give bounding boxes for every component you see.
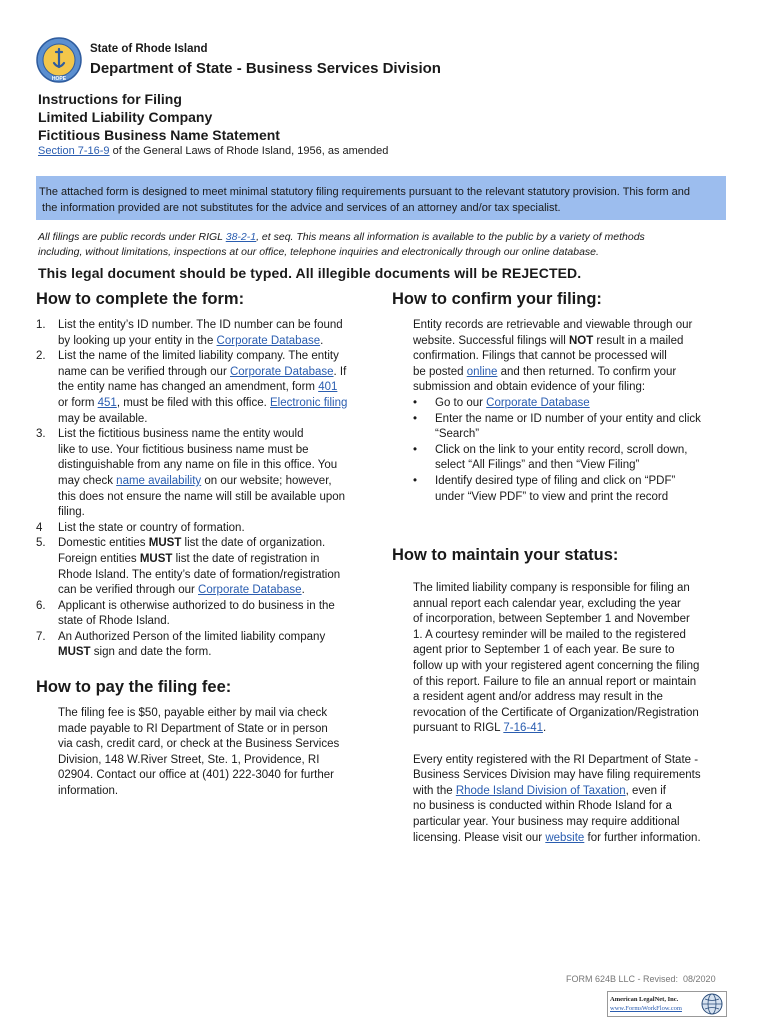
pay-fee-heading: How to pay the filing fee: — [36, 678, 232, 696]
step-text: name can be verified through our — [58, 365, 230, 378]
maintain-text: pursuant to RIGL — [413, 722, 504, 735]
statute-reference — [38, 145, 388, 157]
maintain-status-body — [413, 581, 733, 846]
corporate-database-link[interactable]: Corporate Database — [198, 584, 302, 597]
corporate-database-link[interactable]: Corporate Database — [229, 365, 334, 378]
step-text: state of Rhode Island. — [58, 615, 170, 628]
globe-icon — [701, 993, 723, 1015]
must-emphasis: MUST — [148, 537, 182, 550]
division-of-taxation-link[interactable]: Rhode Island Division of Taxation — [455, 784, 626, 797]
pay-text: via cash, credit card, or check at the Business Services — [58, 738, 340, 751]
disclaimer-box — [36, 176, 726, 220]
form-451-link[interactable]: 451 — [97, 396, 117, 409]
step-text: on our website; however, — [201, 474, 332, 487]
step-text: Foreign entities — [58, 552, 140, 565]
records-text: including, without limitations, inspections at our office, telephone inquiries and electronically through our online database. — [38, 245, 599, 258]
confirm-text: Entity records are retrievable and viewable through our — [413, 319, 693, 331]
pay-fee-body — [58, 706, 368, 800]
confirm-filing-heading: How to confirm your filing: — [392, 290, 602, 308]
step-text: Applicant is otherwise authorized to do business in the — [58, 599, 335, 612]
confirm-text: “Search” — [435, 428, 480, 441]
step-text: may check — [58, 474, 117, 487]
maintain-text: annual report each calendar year, excluding the year — [413, 597, 681, 610]
step-number: 3. — [36, 428, 46, 441]
list-item — [413, 443, 733, 474]
confirm-text: confirmation. Filings that cannot be processed will — [413, 350, 667, 363]
maintain-text: 1. A courtesy reminder will be mailed to the registered — [413, 628, 686, 641]
maintain-text: Every entity registered with the RI Department of State - — [413, 753, 699, 766]
records-text: All filings are public records under RIGL — [38, 231, 226, 243]
step-text: list the date of registration in — [172, 552, 320, 565]
pay-text: Division, 148 W.River Street, Ste. 1, Providence, RI — [58, 753, 320, 766]
maintain-text: a resident agent and/or address may result in the — [413, 691, 663, 704]
step-text: List the name of the limited liability company. The entity — [58, 350, 339, 363]
maintain-text: Business Services Division may have filing requirements — [413, 769, 701, 782]
bullet-icon: • — [413, 443, 418, 456]
step-text: . — [301, 584, 305, 597]
step-number: 5. — [36, 537, 46, 550]
confirm-text: submission and obtain evidence of your filing: — [413, 381, 646, 394]
step-text: List the fictitious business name the entity would — [58, 428, 304, 441]
corporate-database-link[interactable]: Corporate Database — [486, 396, 590, 409]
step-number: 6. — [36, 599, 46, 612]
maintain-text: for further information. — [584, 831, 701, 844]
maintain-text: agent prior to September 1 of each year. Be sure to — [413, 644, 675, 657]
step-text: . If — [333, 365, 347, 378]
public-records-notice — [38, 230, 728, 259]
step-text: , must be filed with this office. — [116, 396, 271, 409]
title-line: Fictitious Business Name Statement — [38, 127, 280, 143]
confirm-text: Click on the link to your entity record, scroll down, — [435, 443, 688, 456]
maintain-text: of this report. Failure to file an annual report or maintain — [413, 675, 697, 688]
pay-text: The filing fee is $50, payable either by mail via check — [58, 707, 328, 719]
list-item — [36, 630, 376, 661]
bullet-icon: • — [413, 396, 418, 409]
title-line: Instructions for Filing — [38, 91, 182, 107]
pay-text: made payable to RI Department of State or in person — [58, 722, 328, 735]
step-text: Rhode Island. The entity’s date of formation/registration — [58, 568, 341, 581]
step-text: by looking up your entity in the — [58, 334, 217, 347]
list-item — [36, 349, 376, 427]
step-text: Domestic entities — [58, 537, 149, 550]
step-text: or form — [58, 396, 98, 409]
pay-text: information. — [58, 784, 119, 797]
maintain-text: no business is conducted within Rhode Island for a — [413, 800, 672, 813]
section-link[interactable]: Section 7-16-9 — [38, 145, 110, 157]
list-item — [36, 521, 376, 537]
rigl-38-2-1-link[interactable]: 38-2-1 — [225, 231, 257, 243]
confirm-text: and then returned. To confirm your — [497, 365, 677, 378]
maintain-text: particular year. Your business may require additional — [413, 815, 680, 828]
disclaimer-line: the information provided are not substitutes for the advice and services of an attorney and/or tax specialist. — [39, 202, 561, 214]
step-text: List the entity’s ID number. The ID number can be found — [58, 319, 343, 331]
must-emphasis: MUST — [58, 646, 91, 659]
electronic-filing-link[interactable]: Electronic filing — [270, 396, 348, 409]
maintain-text: of incorporation, between September 1 and November — [413, 613, 690, 626]
step-number: 7. — [36, 630, 46, 643]
step-text: can be verified through our — [58, 584, 199, 597]
must-emphasis: MUST — [139, 552, 173, 565]
bullet-icon: • — [413, 474, 418, 487]
step-number: 1. — [36, 319, 46, 331]
list-item — [36, 427, 376, 521]
name-availability-link[interactable]: name availability — [116, 474, 202, 487]
disclaimer-line: The attached form is designed to meet minimal statutory filing requirements pursuant to the relevant statutory provision. This form and — [39, 186, 690, 198]
confirm-text: Enter the name or ID number of your entity and click — [435, 412, 701, 425]
department-title: Department of State - Business Services Division — [90, 60, 441, 77]
list-item — [36, 318, 376, 349]
step-text: sign and date the form. — [90, 646, 212, 659]
step-text: list the date of organization. — [181, 537, 326, 550]
not-emphasis: NOT — [568, 334, 594, 347]
page-title — [38, 90, 280, 144]
confirm-text: website. Successful filings will — [413, 334, 569, 347]
complete-form-steps — [36, 318, 376, 661]
maintain-text: revocation of the Certificate of Organization/Registration — [413, 706, 699, 719]
pay-text: 02904. Contact our office at (401) 222-3040 for further — [58, 769, 334, 782]
step-text: filing. — [58, 506, 85, 519]
maintain-status-heading: How to maintain your status: — [392, 546, 619, 564]
list-item — [36, 536, 376, 598]
confirm-text: select “All Filings” and then “View Filing” — [435, 459, 640, 472]
seal-motto: HOPE — [51, 76, 67, 82]
list-item — [413, 396, 733, 412]
corporate-database-link[interactable]: Corporate Database — [216, 334, 321, 347]
form-revision: FORM 624B LLC - Revised: 08/2020 — [566, 974, 716, 984]
confirm-text: be posted — [413, 365, 467, 378]
bullet-icon: • — [413, 412, 418, 425]
confirm-text: Go to our — [435, 396, 487, 409]
step-number: 2. — [36, 350, 46, 363]
list-item — [36, 599, 376, 630]
step-text: the entity name has changed an amendment, form — [58, 381, 319, 394]
confirm-filing-body — [413, 318, 733, 505]
maintain-text: with the — [413, 784, 456, 797]
complete-form-heading: How to complete the form: — [36, 290, 245, 308]
maintain-paragraph — [413, 581, 733, 737]
maintain-text: . — [542, 722, 547, 735]
rigl-7-16-41-link[interactable]: 7-16-41 — [503, 722, 543, 735]
step-number: 4 — [36, 521, 43, 534]
form-401-link[interactable]: 401 — [318, 381, 338, 394]
maintain-text: The limited liability company is responsible for filing an — [413, 582, 690, 594]
list-item — [413, 474, 733, 505]
state-name: State of Rhode Island — [90, 43, 208, 55]
maintain-paragraph — [413, 753, 733, 847]
step-text: like to use. Your fictitious business name must be — [58, 443, 309, 456]
confirm-text: result in a mailed — [593, 334, 684, 347]
records-text: , et seq. This means all information is available to the public by a variety of methods — [256, 231, 645, 243]
confirm-text: Identify desired type of filing and click on “PDF” — [435, 474, 676, 487]
step-text: may be available. — [58, 412, 148, 425]
vendor-url-link[interactable]: www.FormsWorkFlow.com — [610, 1005, 682, 1012]
maintain-text: follow up with your registered agent concerning the filing — [413, 659, 700, 672]
step-text: . — [320, 334, 324, 347]
statute-text: of the General Laws of Rhode Island, 1956, as amended — [109, 145, 389, 157]
typed-warning: This legal document should be typed. All illegible documents will be REJECTED. — [38, 265, 582, 281]
maintain-text: licensing. Please visit our — [413, 831, 546, 844]
step-text: An Authorized Person of the limited liability company — [58, 630, 326, 643]
confirm-text: under “View PDF” to view and print the record — [435, 490, 669, 503]
step-text: distinguishable from any name on file in this office. You — [58, 459, 338, 472]
step-text: List the state or country of formation. — [58, 521, 245, 534]
maintain-text: , even if — [625, 784, 666, 797]
title-line: Limited Liability Company — [38, 109, 213, 125]
website-link[interactable]: website — [545, 831, 585, 844]
rhode-island-seal-icon — [36, 37, 82, 83]
list-item — [413, 412, 733, 443]
online-link[interactable]: online — [466, 365, 498, 378]
vendor-name: American LegalNet, Inc. — [610, 996, 679, 1003]
step-text: this does not ensure the name will still be available upon — [58, 490, 346, 503]
